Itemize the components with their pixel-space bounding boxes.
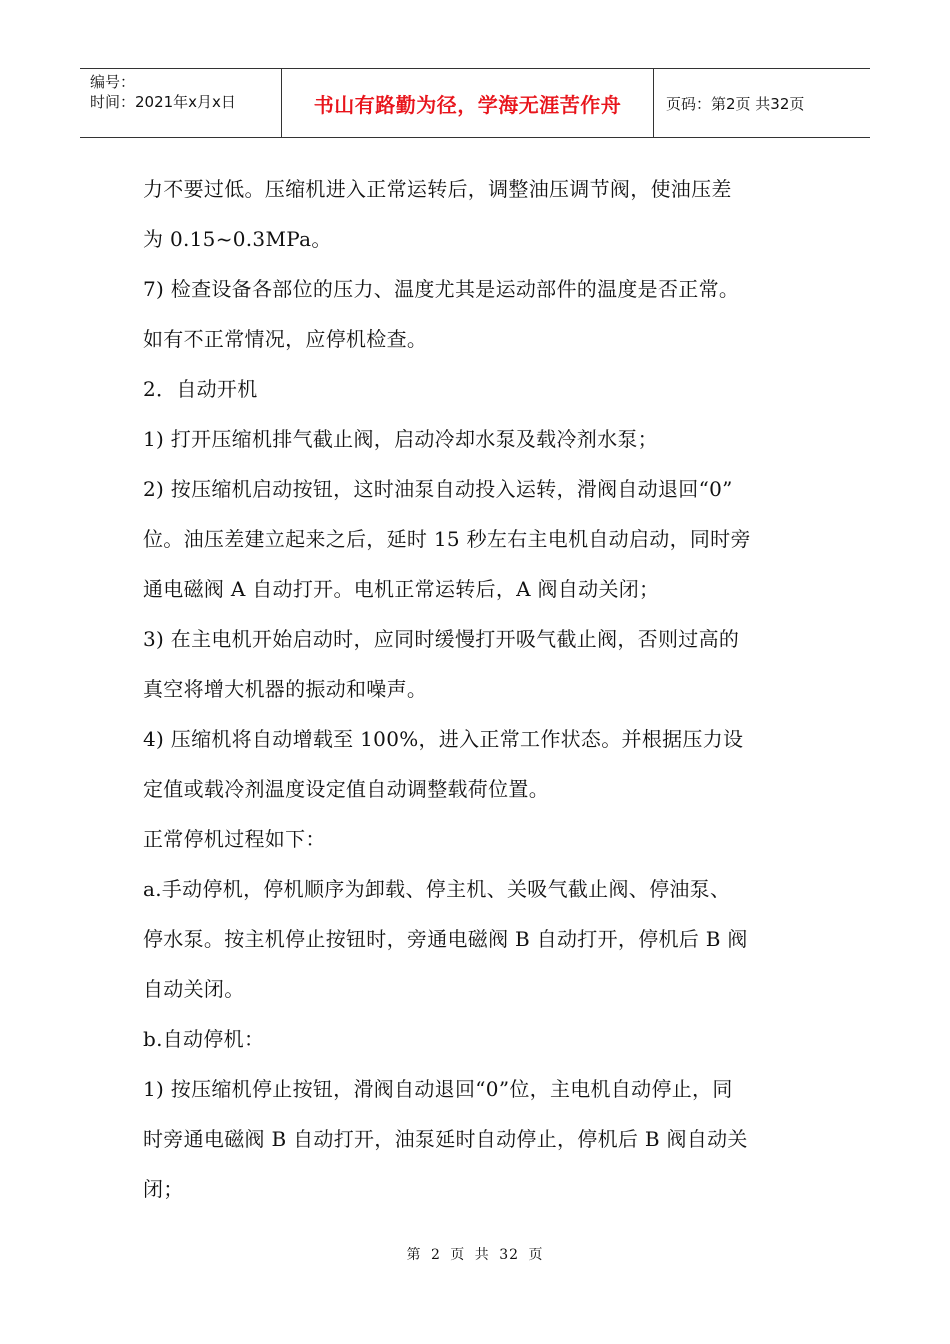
body-line: 1) 按压缩机停止按钮，滑阀自动退回“0”位，主电机自动停止，同 [143, 1077, 733, 1101]
body-line: 为 0.15~0.3MPa。 [143, 227, 332, 251]
header-meta-cell [80, 69, 282, 137]
body-line: 7) 检查设备各部位的压力、温度尤其是运动部件的温度是否正常。 [143, 277, 740, 301]
body-line: 时旁通电磁阀 B 自动打开，油泵延时自动停止，停机后 B 阀自动关 [143, 1127, 748, 1151]
body-line: 力不要过低。压缩机进入正常运转后，调整油压调节阀，使油压差 [143, 177, 732, 201]
body-line: a.手动停机，停机顺序为卸载、停主机、关吸气截止阀、停油泵、 [143, 877, 731, 901]
document-date: 时间：2021年x月x日 [90, 93, 236, 111]
header-motto: 书山有路勤为径，学海无涯苦作舟 [282, 69, 654, 137]
page-header [80, 68, 870, 138]
document-number-label: 编号： [90, 73, 136, 91]
body-line: 自动关闭。 [143, 977, 245, 1001]
body-line: 如有不正常情况，应停机检查。 [143, 327, 428, 351]
body-line: 通电磁阀 A 自动打开。电机正常运转后，A 阀自动关闭； [143, 577, 660, 601]
header-page-info: 页码：第2页 共32页 [666, 94, 805, 113]
body-line: b.自动停机： [143, 1027, 265, 1051]
body-line: 1) 打开压缩机排气截止阀，启动冷却水泵及载冷剂水泵； [143, 427, 658, 451]
document-body [143, 164, 813, 1214]
body-line: 2) 按压缩机启动按钮，这时油泵自动投入运转，滑阀自动退回“0” [143, 477, 733, 501]
body-line: 定值或载冷剂温度设定值自动调整载荷位置。 [143, 777, 549, 801]
body-line: 真空将增大机器的振动和噪声。 [143, 677, 428, 701]
page-footer: 第 2 页 共 32 页 [406, 1247, 544, 1263]
body-line: 正常停机过程如下： [143, 827, 326, 851]
body-line: 3) 在主电机开始启动时，应同时缓慢打开吸气截止阀，否则过高的 [143, 627, 740, 651]
body-line: 停水泵。按主机停止按钮时，旁通电磁阀 B 自动打开，停机后 B 阀 [143, 927, 748, 951]
section-heading: 2．自动开机 [143, 377, 258, 401]
body-line: 位。油压差建立起来之后，延时 15 秒左右主电机自动启动，同时旁 [143, 527, 751, 551]
body-line: 闭； [143, 1177, 184, 1201]
body-line: 4) 压缩机将自动增载至 100%，进入正常工作状态。并根据压力设 [143, 727, 744, 751]
